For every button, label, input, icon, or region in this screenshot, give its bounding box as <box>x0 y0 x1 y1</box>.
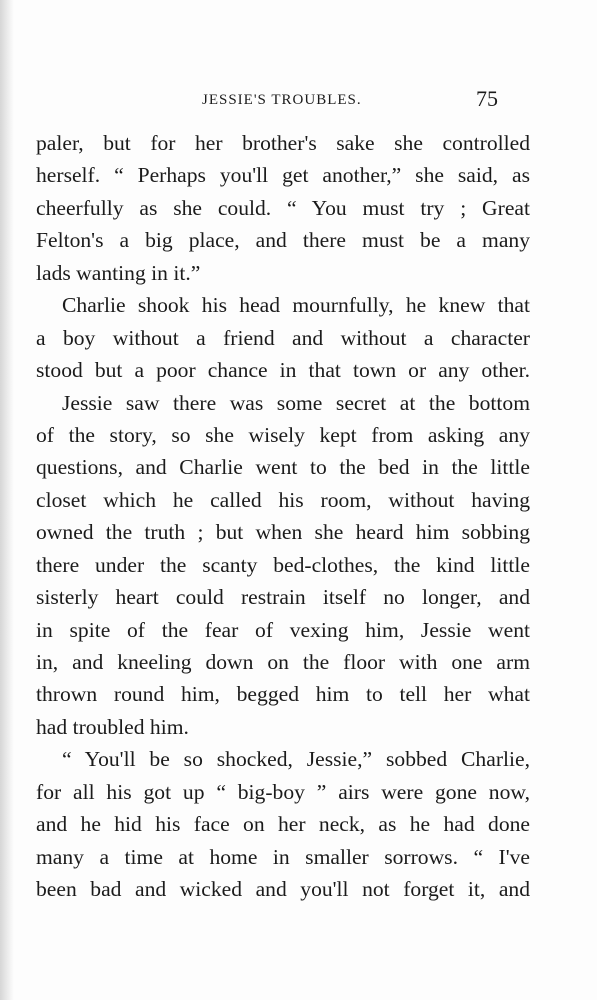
running-head-title: JESSIE'S TROUBLES. <box>202 92 362 108</box>
body-text <box>36 127 530 906</box>
text-line: “ You'll be so shocked, Jessie,” sobbed Charlie, <box>62 747 530 772</box>
text-line: had troubled him. <box>36 714 189 739</box>
text-line: there under the scanty bed-clothes, the kind little <box>36 552 530 577</box>
text-line: Charlie shook his head mournfully, he knew that <box>62 293 530 318</box>
text-line: Jessie saw there was some secret at the bottom <box>62 390 530 415</box>
text-line: herself. “ Perhaps you'll get another,” she said, as <box>36 163 530 188</box>
text-line: closet which he called his room, without having <box>36 487 530 512</box>
text-line: in spite of the fear of vexing him, Jessie went <box>36 617 530 642</box>
text-line: in, and kneeling down on the floor with one arm <box>36 650 530 674</box>
text-line: a boy without a friend and without a character <box>36 325 530 350</box>
page-gutter <box>0 0 14 1000</box>
text-line: sisterly heart could restrain itself no longer, and <box>36 585 530 610</box>
text-line: stood but a poor chance in that town or any other. <box>36 358 530 383</box>
text-line: of the story, so she wisely kept from asking any <box>36 422 530 447</box>
text-line: for all his got up “ big-boy ” airs were gone now, <box>36 779 530 804</box>
text-line: paler, but for her brother's sake she controlled <box>36 131 530 155</box>
text-line: questions, and Charlie went to the bed in the little <box>36 455 530 480</box>
page-number: 75 <box>476 86 498 111</box>
text-line: many a time at home in smaller sorrows. “ I've <box>36 844 530 869</box>
running-head <box>0 86 597 116</box>
text-line: owned the truth ; but when she heard him sobbing <box>36 520 530 545</box>
text-line: Felton's a big place, and there must be a many <box>36 228 530 253</box>
text-line: and he hid his face on her neck, as he had done <box>36 812 530 837</box>
text-line: lads wanting in it.” <box>36 260 201 285</box>
text-line: thrown round him, begged him to tell her what <box>36 682 530 707</box>
text-line: been bad and wicked and you'll not forget it, and <box>36 877 530 902</box>
text-line: cheerfully as she could. “ You must try ; Great <box>36 195 530 220</box>
